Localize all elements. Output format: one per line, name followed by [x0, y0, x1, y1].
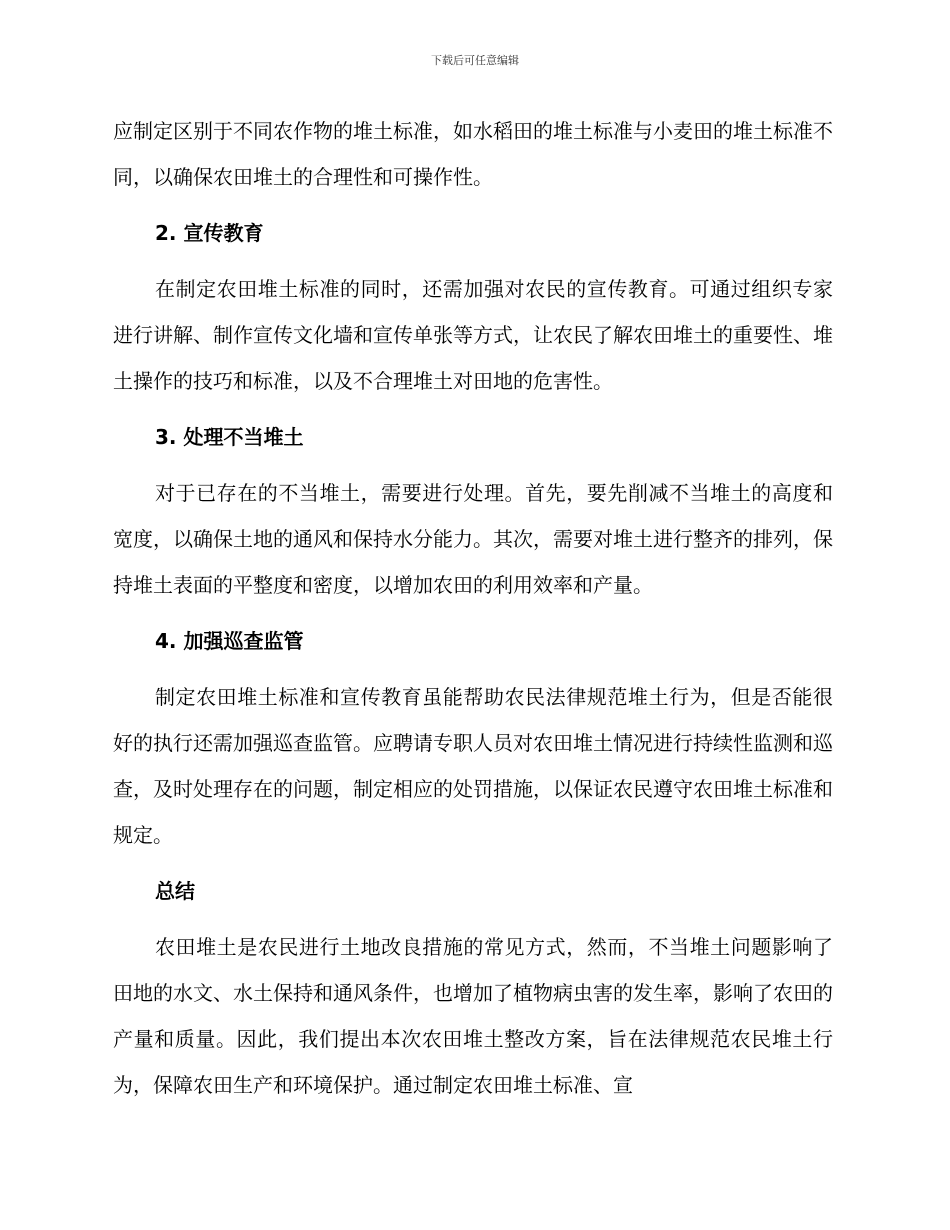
heading-summary: 总结	[155, 879, 195, 903]
heading-inspection-supervision: 4. 加强巡查监管	[155, 629, 304, 653]
header-note: 下载后可任意编辑	[431, 54, 519, 67]
paragraph-inspection-supervision: 制定农田堆土标准和宣传教育虽能帮助农民法律规范堆土行为，但是否能很好的执行还需加强巡查监管。应聘请专职人员对农田堆土情况进行持续性监测和巡查，及时处理存在的问题，制定相应的处罚措施，以保证农民遵守农田堆土标准和规定。	[113, 685, 833, 847]
paragraph-publicity-education: 在制定农田堆土标准的同时，还需加强对农民的宣传教育。可通过组织专家进行讲解、制作宣传文化墙和宣传单张等方式，让农民了解农田堆土的重要性、堆土操作的技巧和标准，以及不合理堆土对田地的危害性。	[113, 277, 833, 393]
heading-handle-improper-soil: 3. 处理不当堆土	[155, 425, 304, 449]
document-body	[113, 108, 833, 1108]
paragraph-crop-standards: 应制定区别于不同农作物的堆土标准，如水稻田的堆土标准与小麦田的堆土标准不同，以确保农田堆土的合理性和可操作性。	[113, 119, 833, 189]
heading-publicity-education: 2. 宣传教育	[155, 221, 264, 245]
paragraph-summary: 农田堆土是农民进行土地改良措施的常见方式，然而，不当堆土问题影响了田地的水文、水土保持和通风条件，也增加了植物病虫害的发生率，影响了农田的产量和质量。因此，我们提出本次农田堆土整改方案，旨在法律规范农民堆土行为，保障农田生产和环境保护。通过制定农田堆土标准、宣	[113, 935, 833, 1097]
paragraph-handle-improper-soil: 对于已存在的不当堆土，需要进行处理。首先，要先削减不当堆土的高度和宽度，以确保土地的通风和保持水分能力。其次，需要对堆土进行整齐的排列，保持堆土表面的平整度和密度，以增加农田的利用效率和产量。	[113, 481, 833, 597]
